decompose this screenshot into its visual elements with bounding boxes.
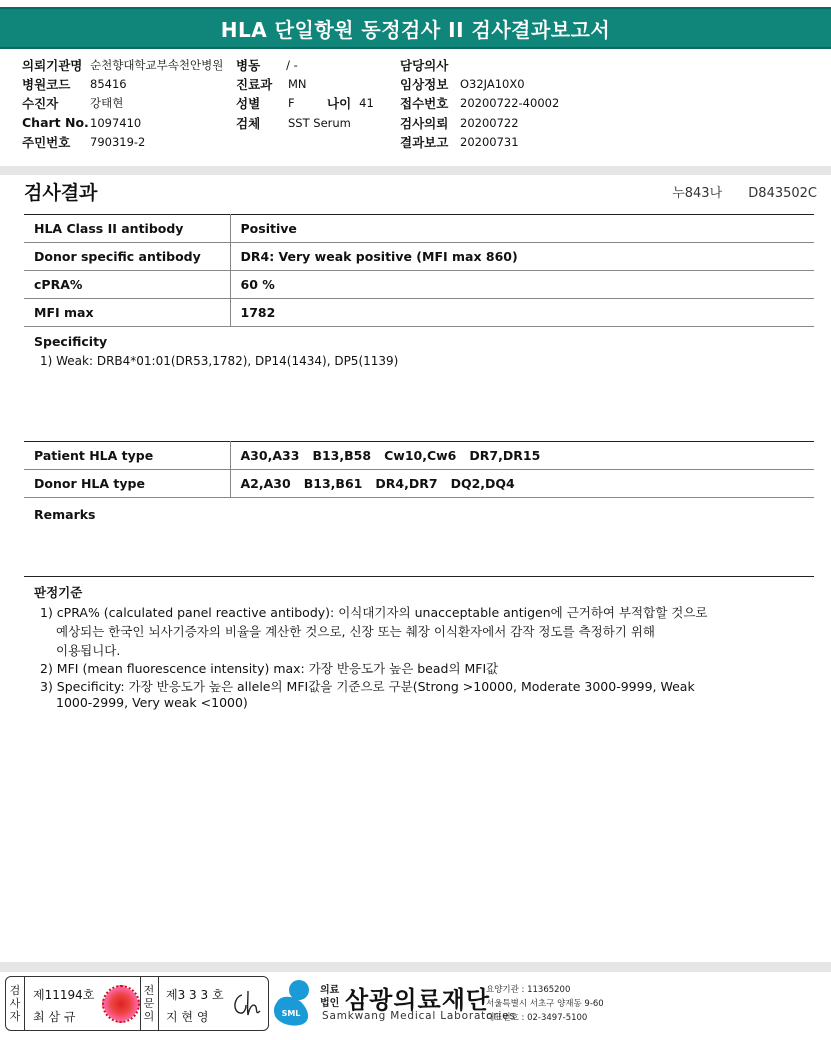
info-chart-no [22, 113, 141, 132]
info-label: 진료과 [236, 76, 273, 92]
info-label: 담당의사 [400, 57, 449, 73]
criteria-line: 1000-2999, Very weak <1000) [56, 695, 248, 710]
signature-box [5, 976, 269, 1031]
criteria-line: 예상되는 한국인 뇌사기증자의 비율을 계산한 것으로, 신장 또는 췌장 이식환자에서 감작 정도를 측정하기 위해 [56, 624, 656, 639]
table-row [24, 243, 814, 271]
info-value: 1097410 [90, 115, 142, 130]
info-label: 주민번호 [22, 134, 71, 150]
info-resident-no [22, 132, 145, 151]
info-value: O32JA10X0 [460, 76, 525, 91]
criteria-line: 3) Specificity: 가장 반응도가 높은 allele의 MFI값을 기준으로 구분(Strong >10000, Moderate 3000-9999, Weak [40, 679, 695, 694]
tester-license: 제11194호 [33, 988, 95, 1002]
org-type [320, 984, 339, 1010]
criteria-line: 2) MFI (mean fluorescence intensity) max: 가장 반응도가 높은 bead의 MFI값 [40, 661, 499, 676]
org-name: 삼광의료재단 [345, 986, 491, 1014]
specialist-label-char: 전 [143, 984, 155, 997]
info-age [327, 93, 374, 112]
result-value: Positive [230, 215, 814, 243]
specialist-label [140, 977, 159, 1030]
criteria-line: 이용됩니다. [56, 643, 121, 658]
info-label: 성별 [236, 95, 261, 111]
table-row [24, 299, 814, 327]
result-value: 1782 [230, 299, 814, 327]
info-receipt-no [400, 93, 559, 112]
specificity-title: Specificity [34, 334, 108, 349]
info-label: 임상정보 [400, 76, 449, 92]
info-doctor [400, 55, 460, 74]
info-value: 20200731 [460, 134, 519, 149]
specialist-name: 지 현 영 [166, 1010, 209, 1024]
info-value: 순천향대학교부속천안병원 [90, 57, 224, 72]
section-title: 검사결과 [24, 182, 98, 204]
info-value: F [288, 95, 295, 110]
hla-value: A30,A33 B13,B58 Cw10,Cw6 DR7,DR15 [230, 442, 814, 470]
info-label: 병원코드 [22, 76, 71, 92]
specialist-license: 제3 3 3 호 [166, 988, 224, 1002]
info-value: 790319-2 [90, 134, 146, 149]
info-label: Chart No. [22, 115, 89, 130]
info-label: 접수번호 [400, 95, 449, 111]
report-code-1: 누843나 [672, 186, 723, 201]
info-label: 검사의뢰 [400, 115, 449, 131]
info-value: SST Serum [288, 115, 351, 130]
tester-label-char: 사 [9, 997, 21, 1010]
org-contact-line: 요양기관 : 11365200 [486, 985, 571, 995]
result-key: cPRA% [24, 271, 230, 299]
result-key: Donor specific antibody [24, 243, 230, 271]
divider-band [0, 166, 831, 175]
org-type-line: 법인 [320, 998, 340, 1009]
result-value: 60 % [230, 271, 814, 299]
table-row [24, 442, 814, 470]
info-sex [236, 93, 295, 112]
info-value: / - [286, 57, 298, 72]
hla-key: Patient HLA type [24, 442, 230, 470]
info-label: 결과보고 [400, 134, 449, 150]
info-dept [236, 74, 307, 93]
info-request-date [400, 113, 519, 132]
report-code-2: D843502C [748, 186, 817, 201]
table-row [24, 271, 814, 299]
hla-type-table [24, 441, 814, 498]
footer-band [0, 962, 831, 972]
result-key: HLA Class II antibody [24, 215, 230, 243]
criteria-rule [24, 576, 814, 577]
hla-value: A2,A30 B13,B61 DR4,DR7 DQ2,DQ4 [230, 470, 814, 498]
table-row [24, 470, 814, 498]
logo-text: SML [281, 1009, 301, 1018]
info-value: 강태현 [90, 95, 124, 110]
info-patient-name [22, 93, 123, 112]
remarks-title: Remarks [34, 507, 96, 522]
criteria-title: 판정기준 [34, 585, 83, 600]
info-hospital [22, 55, 223, 74]
seal-stamp [102, 985, 140, 1023]
org-english-name: Samkwang Medical Laboratories [322, 1010, 516, 1022]
signature-icon [228, 987, 264, 1021]
org-contact-line: 대표번호 : 02-3497-5100 [486, 1013, 588, 1023]
sml-logo-icon [271, 976, 319, 1028]
org-type-line: 의료 [320, 985, 340, 996]
tester-label-char: 자 [9, 1010, 21, 1023]
info-value: 85416 [90, 76, 127, 91]
tester-name: 최 삼 규 [33, 1010, 76, 1024]
info-label: 병동 [236, 57, 261, 73]
results-table [24, 214, 814, 327]
info-value: 41 [359, 95, 374, 110]
info-label: 의뢰기관명 [22, 57, 83, 73]
info-hospital-code [22, 74, 127, 93]
info-label: 검체 [236, 115, 261, 131]
result-key: MFI max [24, 299, 230, 327]
info-value: 20200722-40002 [460, 95, 560, 110]
info-value: 20200722 [460, 115, 519, 130]
criteria-line: 1) cPRA% (calculated panel reactive antibody): 이식대기자의 unacceptable antigen에 근거하여 부적합할 것으로 [40, 605, 708, 620]
info-label: 수진자 [22, 95, 59, 111]
specialist-label-char: 문 [143, 997, 155, 1010]
tester-label [6, 977, 25, 1030]
info-ward [236, 55, 298, 74]
report-codes [650, 182, 817, 201]
info-specimen [236, 113, 351, 132]
org-contact-line: 서울특별시 서초구 양재동 9-60 [486, 999, 604, 1009]
report-title: HLA 단일항원 동정검사 II 검사결과보고서 [0, 7, 831, 49]
info-report-date [400, 132, 519, 151]
info-clinical [400, 74, 525, 93]
tester-label-char: 검 [9, 984, 21, 997]
specificity-line: 1) Weak: DRB4*01:01(DR53,1782), DP14(1434), DP5(1139) [40, 354, 399, 368]
result-value: DR4: Very weak positive (MFI max 860) [230, 243, 814, 271]
hla-key: Donor HLA type [24, 470, 230, 498]
table-row [24, 215, 814, 243]
info-value: MN [288, 76, 307, 91]
info-label: 나이 [327, 95, 352, 111]
specialist-label-char: 의 [143, 1010, 155, 1023]
